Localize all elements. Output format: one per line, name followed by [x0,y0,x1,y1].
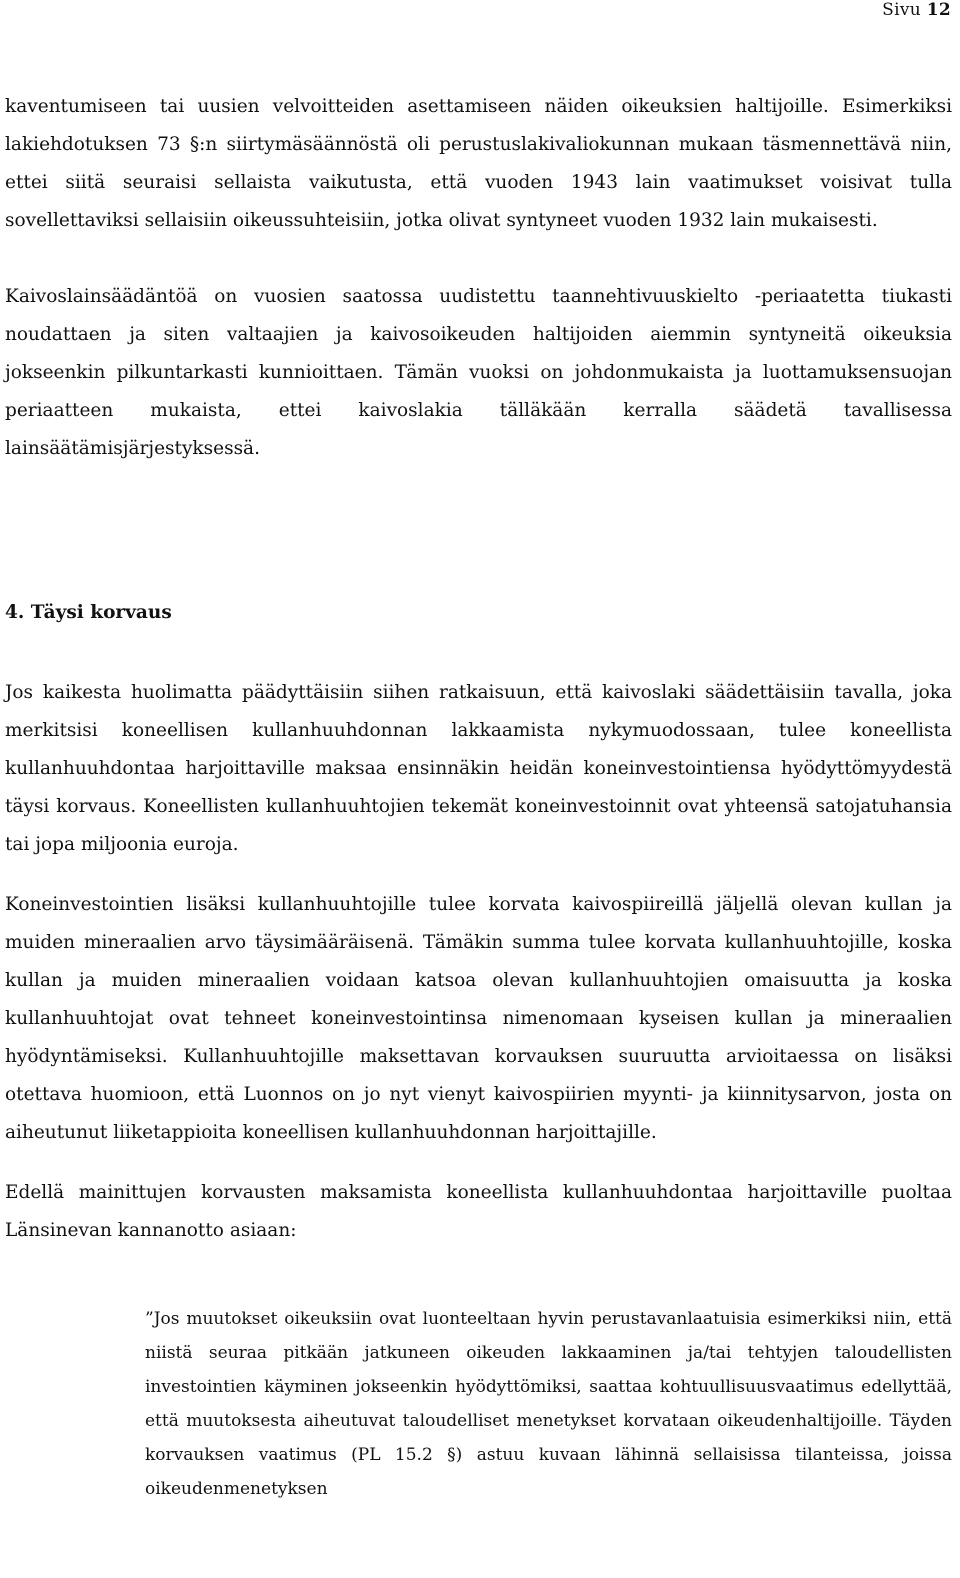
document-body [5,88,952,1506]
paragraph-mineral-value: Koneinvestointien lisäksi kullanhuuhtojille tulee korvata kaivospiireillä jäljellä olevan kullan ja muiden mineraalien arvo täysimääräisenä. Tämäkin summa tulee korvata kullanhuuhtojille, koska kullan ja muiden mineraalien voidaan katsoa olevan kullanhuuhtojien omaisuutta ja koska kullanhuuhtojat ovat tehneet koneinvestointinsa nimenomaan kyseisen kullan ja mineraalien hyödyntämiseksi. Kullanhuuhtojille maksettavan korvauksen suuruutta arvioitaessa on lisäksi otettava huomioon, että Luonnos on jo nyt vienyt kaivospiirien myynti- ja kiinnitysarvon, josta on aiheutunut liiketappioita koneellisen kullanhuuhdonnan harjoittajille. [5,894,952,1143]
paragraph-mining-legislation: Kaivoslainsäädäntöä on vuosien saatossa uudistettu taannehtivuuskielto -periaatetta tiukasti noudattaen ja siten valtaajien ja kaivosoikeuden haltijoiden aiemmin syntyneitä oikeuksia jokseenkin pilkuntarkasti kunnioittaen. Tämän vuoksi on johdonmukaista ja luottamuksensuojan periaatteen mukaista, ettei kaivoslakia tälläkään kerralla säädetä tavallisessa lainsäätämisjärjestyksessä. [5,286,952,459]
paragraph-lansineva-intro: Edellä mainittujen korvausten maksamista koneellista kullanhuuhdontaa harjoittaville puoltaa Länsinevan kannanotto asiaan: [5,1182,952,1241]
block-quote: ”Jos muutokset oikeuksiin ovat luonteeltaan hyvin perustavanlaatuisia esimerkiksi niin, että niistä seuraa pitkään jatkuneen oikeuden lakkaaminen ja/tai tehtyjen taloudellisten investointien käyminen jokseenkin hyödyttömiksi, saattaa kohtuullisuusvaatimus edellyttää, että muutoksesta aiheutuvat taloudelliset menetykset korvataan oikeudenhaltijoille. Täyden korvauksen vaatimus (PL 15.2 §) astuu kuvaan lähinnä sellaisissa tilanteissa, joissa oikeudenmenetyksen [145,1309,952,1499]
section-heading: 4. Täysi korvaus [5,602,172,623]
paragraph-full-compensation: Jos kaikesta huolimatta päädyttäisiin siihen ratkaisuun, että kaivoslaki säädettäisiin tavalla, joka merkitsisi koneellisen kullanhuuhdonnan lakkaamista nykymuodossaan, tulee koneellista kullanhuuhdontaa harjoittaville maksaa ensinnäkin heidän koneinvestointiensa hyödyttömyydestä täysi korvaus. Koneellisten kullanhuuhtojien tekemät koneinvestoinnit ovat yhteensä satojatuhansia tai jopa miljoonia euroja. [5,682,952,855]
page-header [882,0,951,20]
paragraph-retroactivity: kaventumiseen tai uusien velvoitteiden asettamiseen näiden oikeuksien haltijoille. Esimerkiksi lakiehdotuksen 73 §:n siirtymäsäännöstä oli perustuslakivaliokunnan mukaan täsmennettävä niin, ettei siitä seuraisi sellaista vaikutusta, että vuoden 1943 lain vaatimukset voisivat tulla sovellettaviksi sellaisiin oikeussuhteisiin, jotka olivat syntyneet vuoden 1932 lain mukaisesti. [5,96,952,231]
page-number: 12 [926,0,951,20]
page-label: Sivu [882,0,922,20]
